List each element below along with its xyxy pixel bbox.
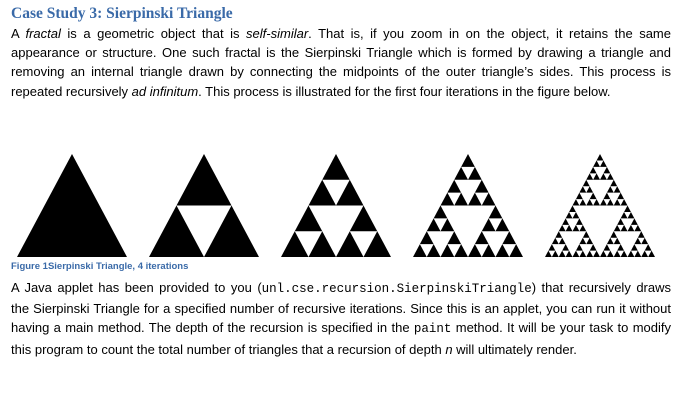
triangle	[496, 218, 510, 231]
triangle	[569, 206, 576, 212]
triangle	[586, 173, 593, 179]
triangle	[638, 231, 645, 237]
triangle	[502, 231, 516, 244]
triangle	[447, 231, 461, 244]
triangle	[482, 218, 496, 231]
triangle	[573, 212, 580, 218]
text-span: A Java applet has been provided to you (	[11, 280, 262, 295]
triangle	[336, 231, 364, 257]
triangle	[614, 225, 621, 231]
sierpinski-iteration-4	[545, 154, 655, 257]
triangle	[177, 154, 232, 206]
figure-caption: Figure 1Sierpinski Triangle, 4 iterations	[11, 261, 189, 272]
triangle	[562, 244, 569, 250]
triangle	[590, 244, 597, 250]
triangle	[566, 212, 573, 218]
sierpinski-figure	[11, 150, 661, 260]
sierpinski-iteration-2	[281, 154, 391, 257]
triangle	[281, 231, 309, 257]
ad-infinitum-term: ad infinitum	[131, 83, 199, 99]
triangle	[583, 180, 590, 186]
triangle	[364, 231, 392, 257]
triangle	[621, 199, 628, 205]
text-span: A	[11, 26, 26, 41]
triangle	[593, 173, 600, 179]
triangle	[614, 199, 621, 205]
depth-variable: n	[445, 341, 453, 357]
triangle	[628, 251, 635, 257]
text-span: . That is, if you zoom in on the object, it retains the same appearance or structure. One such fractal is the Sierpinski Triangle which is formed by drawing a triangle and removing an internal triangle drawn by connecting the midpoints of the outer triangle’s sides. This process is repeated recursively	[11, 26, 671, 99]
triangle	[509, 244, 523, 257]
triangle	[634, 238, 641, 244]
triangle	[607, 186, 614, 192]
triangle	[559, 238, 566, 244]
triangle	[579, 186, 586, 192]
triangle	[468, 167, 482, 180]
triangle	[579, 199, 586, 205]
triangle	[628, 212, 635, 218]
triangle	[648, 251, 655, 257]
triangle	[621, 251, 628, 257]
sierpinski-iteration-3	[413, 154, 523, 257]
triangle	[590, 193, 597, 199]
triangle	[566, 251, 573, 257]
triangle	[634, 251, 641, 257]
text-span: is a geometric object that is	[60, 26, 247, 41]
triangle	[545, 251, 552, 257]
triangle	[617, 193, 624, 199]
sierpinski-iteration-1	[149, 154, 259, 257]
triangle	[441, 244, 455, 257]
triangle	[482, 244, 496, 257]
triangle	[617, 218, 624, 224]
triangle	[204, 206, 259, 258]
text-span: method. It will be your task to modify this program to count the total number of triangles that a recursion of depth	[11, 320, 672, 357]
triangle	[555, 231, 562, 237]
triangle	[579, 251, 586, 257]
triangle	[607, 199, 614, 205]
triangle	[441, 193, 455, 206]
intro-paragraph	[11, 24, 671, 101]
triangle	[600, 173, 607, 179]
text-span: ) that recursively draws the Sierpinski Triangle for a specified number of recursive iterations. Since this is an applet, you can run it without having a main method. The depth of the recursion is specified in the	[11, 280, 671, 336]
triangle	[600, 199, 607, 205]
triangle	[607, 238, 614, 244]
triangle	[559, 225, 566, 231]
triangle	[607, 173, 614, 179]
triangle	[603, 167, 610, 173]
section-heading: Case Study 3: Sierpinski Triangle	[11, 5, 233, 22]
triangle	[420, 231, 434, 244]
triangle	[548, 244, 555, 250]
triangle	[573, 251, 580, 257]
triangle	[573, 199, 580, 205]
triangle	[309, 231, 337, 257]
triangle	[149, 206, 204, 258]
triangle	[634, 225, 641, 231]
triangle	[573, 225, 580, 231]
triangle	[576, 218, 583, 224]
triangle	[562, 218, 569, 224]
self-similar-term: self-similar	[246, 26, 309, 41]
text-span: will ultimately render.	[452, 341, 577, 357]
triangle	[576, 244, 583, 250]
triangle	[607, 251, 614, 257]
triangle	[600, 160, 607, 166]
triangle	[322, 154, 350, 180]
triangle	[603, 244, 610, 250]
fractal-term: fractal	[25, 26, 61, 41]
triangle	[461, 154, 475, 167]
triangle	[413, 244, 427, 257]
text-span: . This process is illustrated for the first four iterations in the figure below.	[198, 83, 611, 99]
triangle	[593, 160, 600, 166]
triangle	[586, 238, 593, 244]
triangle	[441, 218, 455, 231]
triangle	[597, 154, 604, 160]
paint-method-code: paint	[413, 322, 452, 337]
triangle	[641, 238, 648, 244]
triangle	[610, 180, 617, 186]
triangle	[579, 238, 586, 244]
triangle	[603, 193, 610, 199]
sierpinski-iteration-0	[17, 154, 127, 257]
class-name-code: unl.cse.recursion.SierpinskiTriangle	[261, 282, 532, 296]
applet-paragraph	[11, 278, 671, 359]
triangle	[295, 206, 323, 232]
triangle	[468, 193, 482, 206]
triangle	[350, 206, 378, 232]
triangle	[645, 244, 652, 250]
triangle	[614, 251, 621, 257]
triangle	[576, 193, 583, 199]
triangle	[617, 244, 624, 250]
triangle	[475, 231, 489, 244]
triangle	[489, 206, 503, 219]
triangle	[17, 154, 127, 257]
triangle	[454, 167, 468, 180]
triangle	[336, 180, 364, 206]
triangle	[454, 244, 468, 257]
triangle	[610, 231, 617, 237]
triangle	[631, 218, 638, 224]
triangle	[614, 186, 621, 192]
triangle	[641, 251, 648, 257]
triangle	[628, 225, 635, 231]
triangle	[427, 244, 441, 257]
triangle	[579, 225, 586, 231]
triangle	[614, 238, 621, 244]
triangle	[482, 193, 496, 206]
triangle	[566, 225, 573, 231]
triangle	[586, 186, 593, 192]
triangle	[621, 225, 628, 231]
triangle	[468, 244, 482, 257]
triangle	[586, 251, 593, 257]
triangle	[593, 251, 600, 257]
triangle	[621, 212, 628, 218]
triangle	[552, 251, 559, 257]
triangle	[624, 206, 631, 212]
triangle	[454, 193, 468, 206]
triangle	[586, 199, 593, 205]
triangle	[475, 180, 489, 193]
triangle	[309, 180, 337, 206]
triangle	[631, 244, 638, 250]
triangle	[496, 244, 510, 257]
triangle	[593, 199, 600, 205]
triangle	[583, 231, 590, 237]
triangle	[447, 180, 461, 193]
triangle	[434, 206, 448, 219]
triangle	[600, 251, 607, 257]
triangle	[552, 238, 559, 244]
triangle	[590, 167, 597, 173]
triangle	[427, 218, 441, 231]
triangle	[559, 251, 566, 257]
